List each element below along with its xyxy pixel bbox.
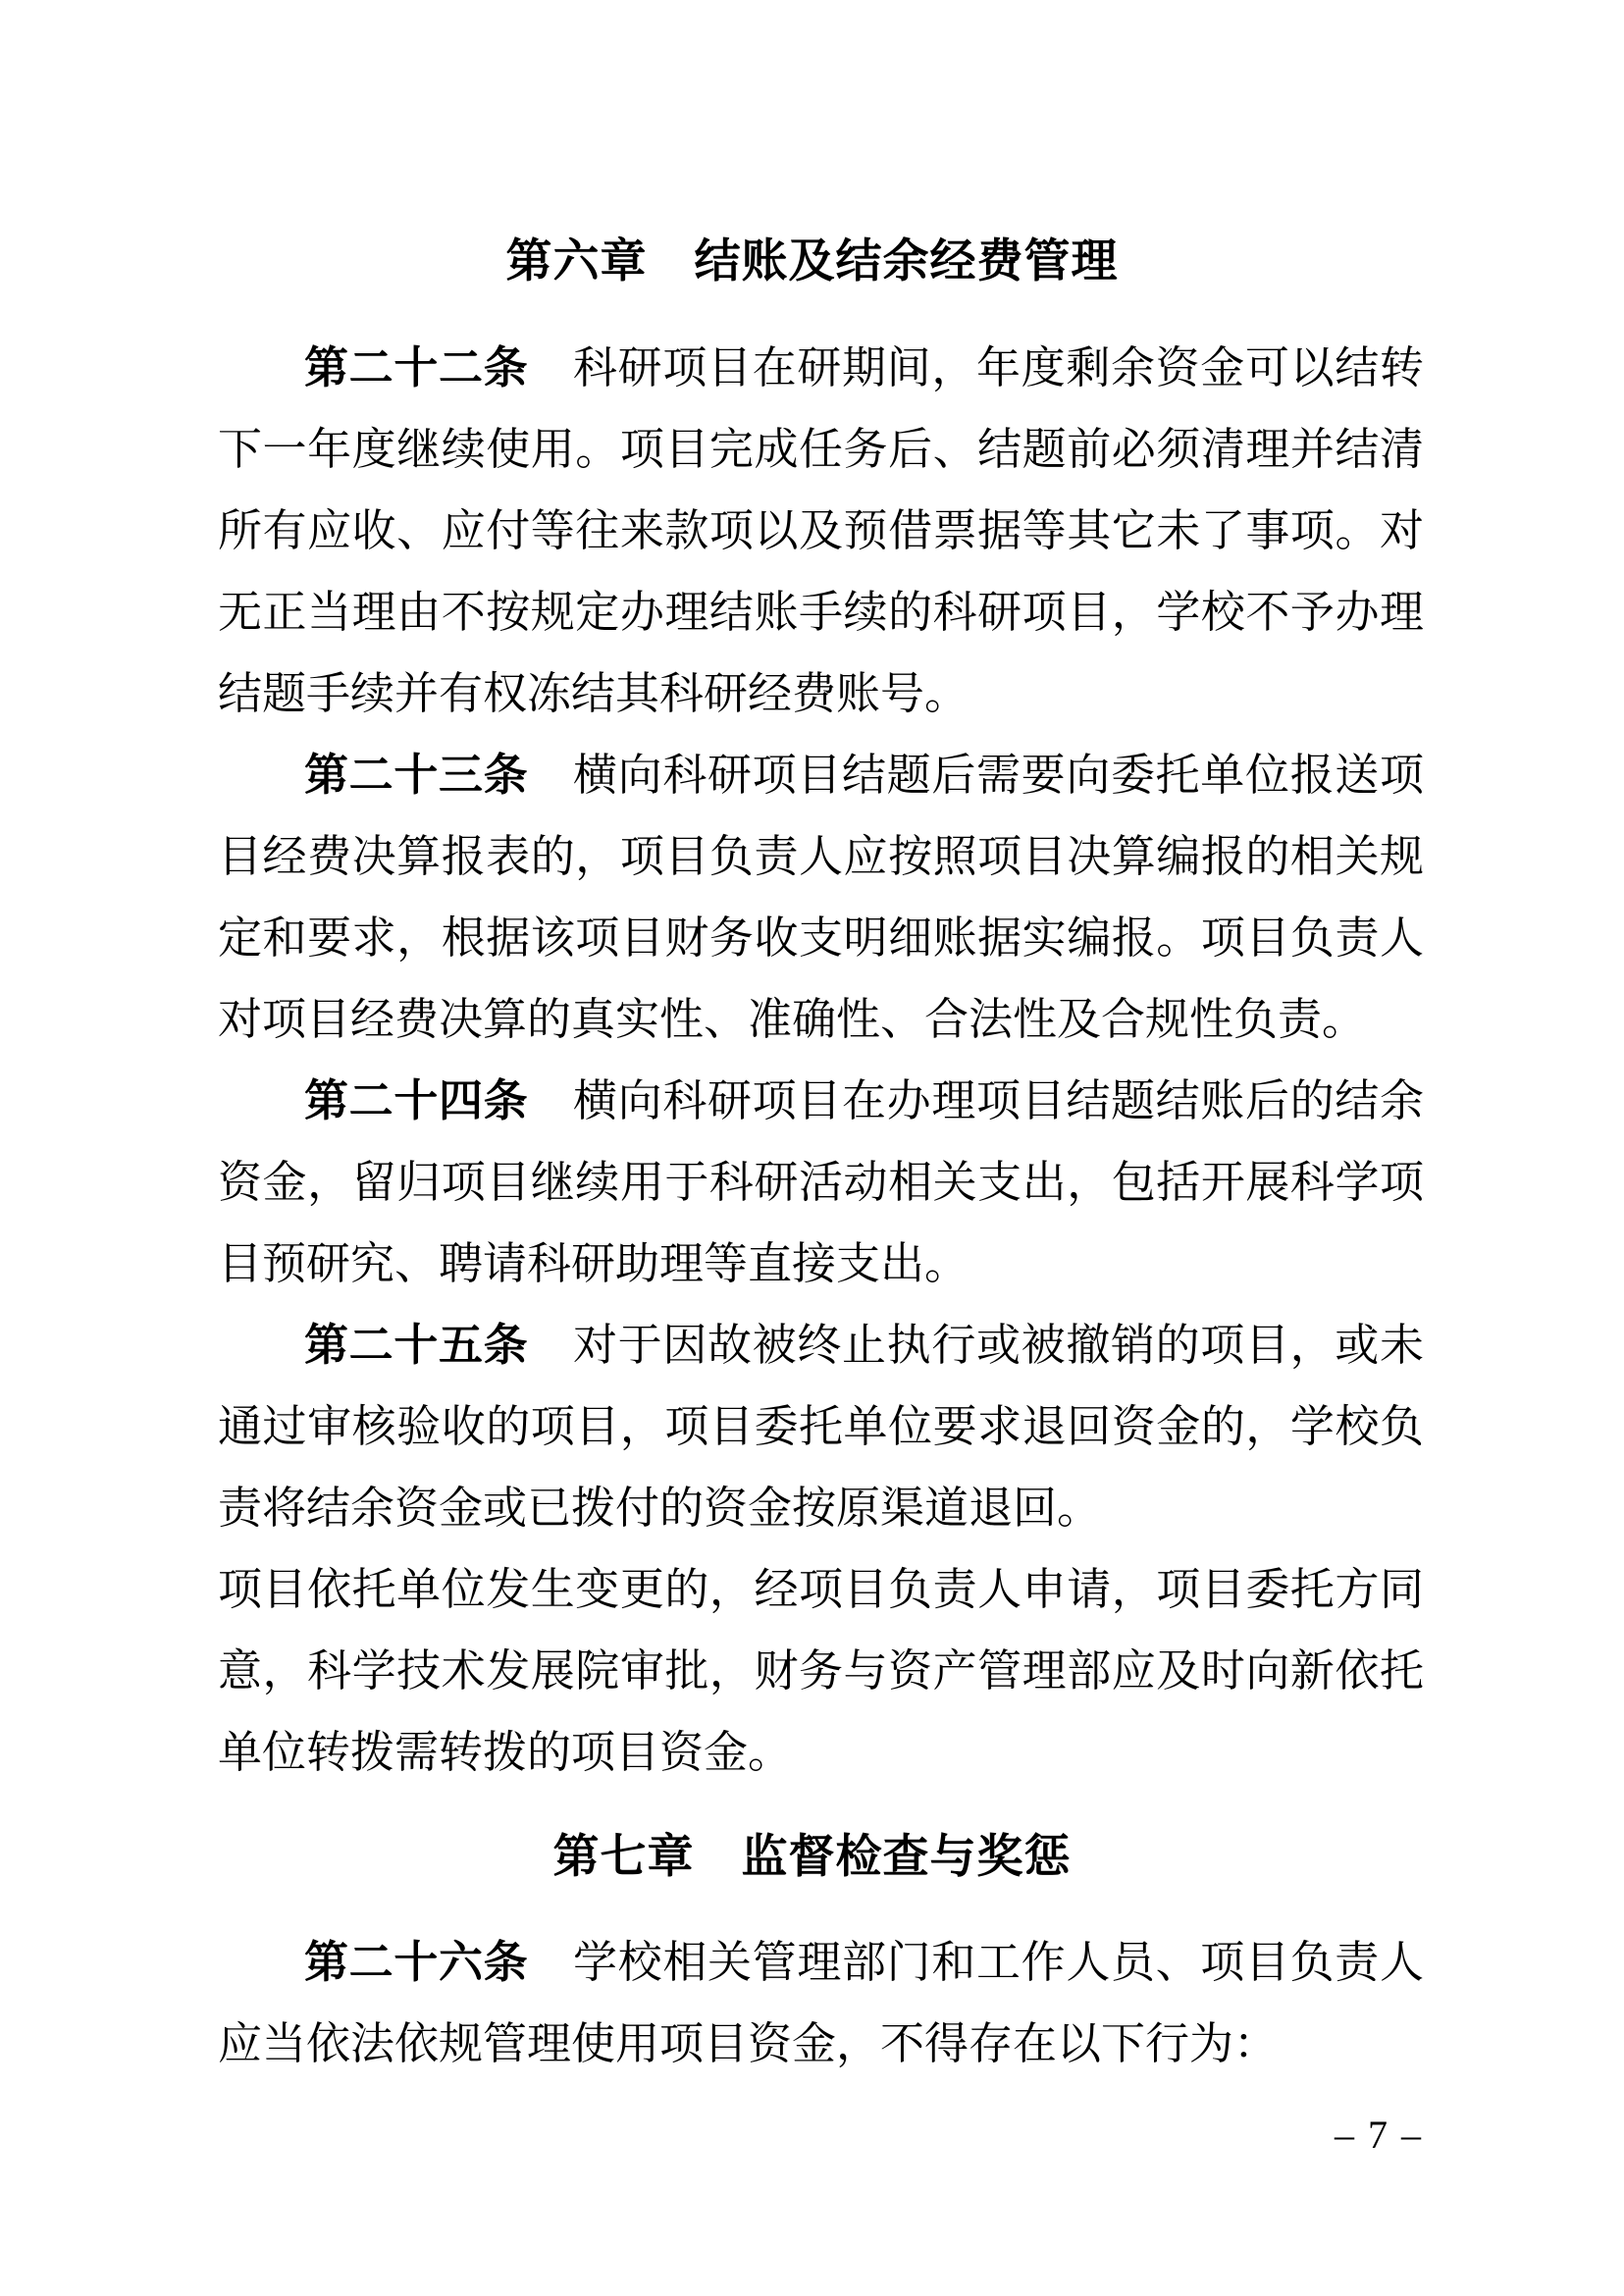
- body-line: [218, 979, 1424, 1061]
- line-text: 项目依托单位发生变更的，经项目负责人申请，项目委托方同: [218, 1565, 1424, 1614]
- body-line: [218, 328, 1424, 409]
- body-line: [218, 816, 1424, 898]
- line-text: 通过审核验收的项目，项目委托单位要求退回资金的，学校负: [218, 1402, 1424, 1451]
- body-line: [218, 1142, 1424, 1224]
- article-number: 第二十六条: [304, 1938, 529, 1987]
- body-line: [218, 1061, 1424, 1142]
- line-text: 学校相关管理部门和工作人员、项目负责人: [528, 1938, 1424, 1987]
- line-text: 对项目经费决算的真实性、准确性、合法性及合规性负责。: [218, 995, 1367, 1044]
- body-line: [218, 2004, 1424, 2085]
- line-text: 目经费决算报表的，项目负责人应按照项目决算编报的相关规: [218, 832, 1424, 881]
- line-text: 定和要求，根据该项目财务收支明细账据实编报。项目负责人: [218, 913, 1424, 963]
- chapter-7-body: [218, 1922, 1424, 2085]
- body-line: [218, 735, 1424, 816]
- body-line: [218, 1712, 1424, 1794]
- body-line: [218, 653, 1424, 735]
- chapter-6-heading: 第六章 结账及结余经费管理: [505, 235, 1119, 287]
- body-line: [218, 898, 1424, 979]
- line-text: 横向科研项目结题后需要向委托单位报送项: [528, 751, 1424, 800]
- body-line: [218, 1922, 1424, 2004]
- article-number: 第二十二条: [304, 343, 529, 392]
- line-text: 科研项目在研期间，年度剩余资金可以结转: [528, 343, 1424, 392]
- line-text: 横向科研项目在办理项目结题结账后的结余: [528, 1076, 1424, 1125]
- body-line: [218, 1631, 1424, 1712]
- chapter-6-body: [218, 328, 1424, 1794]
- body-line: [218, 572, 1424, 653]
- body-line: [218, 1386, 1424, 1468]
- line-text: 责将结余资金或已拨付的资金按原渠道退回。: [218, 1484, 1102, 1533]
- line-text: 单位转拨需转拨的项目资金。: [218, 1728, 793, 1777]
- article-number: 第二十五条: [304, 1321, 529, 1370]
- line-text: 资金，留归项目继续用于科研活动相关支出，包括开展科学项: [218, 1158, 1424, 1207]
- line-text: 下一年度继续使用。项目完成任务后、结题前必须清理并结清: [218, 425, 1424, 474]
- body-line: [218, 1305, 1424, 1386]
- line-text: 目预研究、聘请科研助理等直接支出。: [218, 1239, 969, 1288]
- body-line: [218, 409, 1424, 491]
- article-number: 第二十四条: [304, 1076, 529, 1125]
- line-text: 意，科学技术发展院审批，财务与资产管理部应及时向新依托: [218, 1646, 1424, 1696]
- line-text: 无正当理由不按规定办理结账手续的科研项目，学校不予办理: [218, 588, 1424, 637]
- line-text: 应当依法依规管理使用项目资金，不得存在以下行为：: [218, 2019, 1279, 2068]
- page-number: – 7 –: [1335, 2113, 1423, 2157]
- article-number: 第二十三条: [304, 751, 529, 800]
- body-line: [218, 491, 1424, 572]
- chapter-7-heading: 第七章 监督检查与奖惩: [552, 1830, 1072, 1882]
- line-text: 对于因故被终止执行或被撤销的项目，或未: [528, 1321, 1424, 1370]
- line-text: 结题手续并有权冻结其科研经费账号。: [218, 669, 969, 718]
- body-line: [218, 1224, 1424, 1305]
- body-line: [218, 1468, 1424, 1549]
- body-line: [218, 1549, 1424, 1631]
- line-text: 所有应收、应付等往来款项以及预借票据等其它未了事项。对: [218, 506, 1424, 555]
